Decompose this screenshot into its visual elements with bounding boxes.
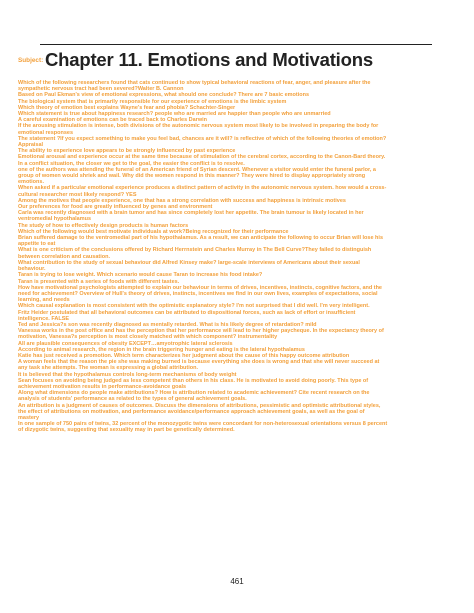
text-line: Katie has just received a promotion. Which term characterizes her judgment about the cause of this happy outcome attribution <box>18 352 350 359</box>
top-rule <box>40 44 432 45</box>
text-line: Ted and Jessica?s son was recently diagnosed as mentally retarded. What is his likely degree of retardation? mild <box>18 321 317 328</box>
page-number: 461 <box>230 577 244 586</box>
text-line: How have motivational psychologists attempted to explain our behaviour in terms of drives, incentives, instincts, cognitive factors, and the <box>18 284 382 291</box>
text-line: learning, and needs <box>18 297 70 304</box>
text-line: ventromedial hypothalamus <box>18 216 92 223</box>
text-line: If the arousing stimulation is intense, both divisions of the autonomic nervous system most likely to be involved in preparing the body for <box>18 123 379 130</box>
text-line: behaviour. <box>18 266 46 273</box>
text-line: one of the authors was attending the funeral of an American friend of Syrian descent. Whenever a visitor would enter the funeral parlor, a <box>18 166 376 173</box>
text-line: Which causal explanation is most consistent with the optimistic explanatory style? I'm not surprised that I did well. I'm very intelligent. <box>18 303 370 310</box>
text-line: According to animal research, the region in the brain triggering hunger and eating is the lateral hypothalamus <box>18 346 305 353</box>
text-line: analysis of students' performance as related to the types of general achievement goals. <box>18 396 247 403</box>
text-line: Which theory of emotion best explains Wayne's fear and phobia? Schachter-Singer <box>18 104 236 111</box>
text-line: the effect of attributions on motivation, and performance avoidance/performance approach achievement goals, as well as the goal of <box>18 408 365 415</box>
chapter-title: Chapter 11. Emotions and Motivations <box>45 49 373 70</box>
text-line: The biological system that is primarily responsible for our experience of emotions is the limbic system <box>18 98 287 105</box>
text-line: The study of how to effectively design products is human factors <box>18 222 189 229</box>
text-line: Vanessa works in the post office and has the perception that her performance will lead to her higher paycheque. In the expectancy theory of <box>18 328 384 335</box>
text-line: Which statement is true about happiness research? people who are married are happier than people who are unmarried <box>18 111 331 118</box>
text-line: appetite to eat <box>18 241 56 248</box>
document-body <box>18 80 456 434</box>
text-line: motivation, Vanessa?s perception is most closely matched with which component? instrumentality <box>18 334 278 341</box>
text-line: Brian suffered damage to the ventromedial part of his hypothalamus. As a result, we can anticipate the following to occur Brian will lose his <box>18 235 384 242</box>
text-line: achievement motivation results in performance-avoidance goals <box>18 383 187 390</box>
text-line: All are plausible consequences of obesity EXCEPT…amyotrophic lateral sclerosis <box>18 340 233 347</box>
text-line: When asked if a particular emotional experience produces a distinct pattern of activity in the autonomic nervous system. how would a cross- <box>18 185 387 192</box>
text-line: emotions. <box>18 179 44 186</box>
text-line: What is one criticism of the conclusions offered by Richard Herrnstein and Charles Murray in The Bell Curve?They failed to distinguish <box>18 247 372 254</box>
text-line: Carla was recently diagnosed with a brain tumor and has since completely lost her appetite. The brain tumour is likely located in her <box>18 210 364 217</box>
text-line: sympathetic nervous tract had been severed?Walter B. Cannon <box>18 86 184 93</box>
text-line: Appraisal <box>18 142 44 149</box>
text-line: In one sample of 750 pairs of twins, 32 percent of the monozygotic twins were concordant for non-heterosexual orientations versus 8 percent <box>18 421 388 428</box>
text-line: Emotional arousal and experience occur at the same time because of stimulation of the cerebral cortex, according to the Canon-Bard theory. <box>18 154 386 161</box>
text-line: Our preferences for food are greatly influenced by genes and environment <box>18 204 213 211</box>
text-line: of dizygotic twins, suggesting that sexuality may in part be genetically determined. <box>18 427 235 434</box>
text-line: Fritz Heider postulated that all behavioral outcomes can be attributed to dispositional forces, such as lack of effort or insufficient <box>18 309 356 316</box>
text-line: A woman feels that the reason the pie she was making burned is because everything she does is wrong and that she will never succeed at <box>18 359 380 366</box>
text-line: A careful examination of emotions can be traced back to Charles Darwin <box>18 117 207 124</box>
text-line: need for achievement? Overview of Hull's theory of drives, instincts, incentives we find in our own lives, examples of expectations, social <box>18 290 378 297</box>
text-line: Based on Paul Ekman's view of emotional expressions, what should one conclude? There are 7 basic emotions <box>18 92 310 99</box>
text-line: The ability to experience love appears to be strongly influenced by past experience <box>18 148 236 155</box>
text-line: intelligence. FALSE <box>18 315 70 322</box>
text-line: Sean focuses on avoiding being judged as less competent than others in his class. He is motivated to avoid doing poorly. This type of <box>18 377 369 384</box>
text-line: any task she attempts. The woman is expressing a global attribution. <box>18 365 199 372</box>
text-line: It is believed that the hypothalamus controls long-term mechanisms of body weight <box>18 371 237 378</box>
text-line: emotional responses <box>18 129 74 136</box>
text-line: cultural researcher most likely respond? YES <box>18 191 137 198</box>
text-line: Which of the following researchers found that cats continued to show typical behavioral reactions of fear, anger, and pleasure after the <box>18 80 371 86</box>
text-line: Along what dimensions do people make attributions? How is attribution related to academic achievement? Cite recent research on the <box>18 390 370 397</box>
text-line: In a conflict situation, the closer we get to the goal, the easier the conflict is to resolve. <box>18 160 245 167</box>
text-line: Which of the following would best motivate individuals at work?Being recognized for their performance <box>18 228 289 235</box>
text-line: The statement ?If you expect something to make you feel bad, chances are it will? is reflective of which of the following theories of emotion? <box>18 135 387 142</box>
text-line: Taran is presented with a series of foods with different tastes. <box>18 278 180 285</box>
text-line: mastery <box>18 414 40 421</box>
text-line: Among the motives that people experience, one that has a strong correlation with success and happiness is intrinsic motives <box>18 197 346 204</box>
text-line: What contribution to the study of sexual behaviour did Alfred Kinsey make? large-scale interviews of Americans about their sexual <box>18 259 360 266</box>
text-line: group of women would shriek and wail. Why did the women respond in this manner? They were hired to display appropriately strong <box>18 173 366 180</box>
page-header <box>18 49 458 75</box>
text-line: Taran is trying to lose weight. Which scenario would cause Taran to increase his food intake? <box>18 272 263 279</box>
text-line: An attribution is a judgment of causes of outcomes. Discuss the dimensions of attributions, pessimistic and optimistic attributional styles, <box>18 402 381 409</box>
text-line: between correlation and causation. <box>18 253 110 260</box>
subject-label: Subject: <box>18 57 44 64</box>
